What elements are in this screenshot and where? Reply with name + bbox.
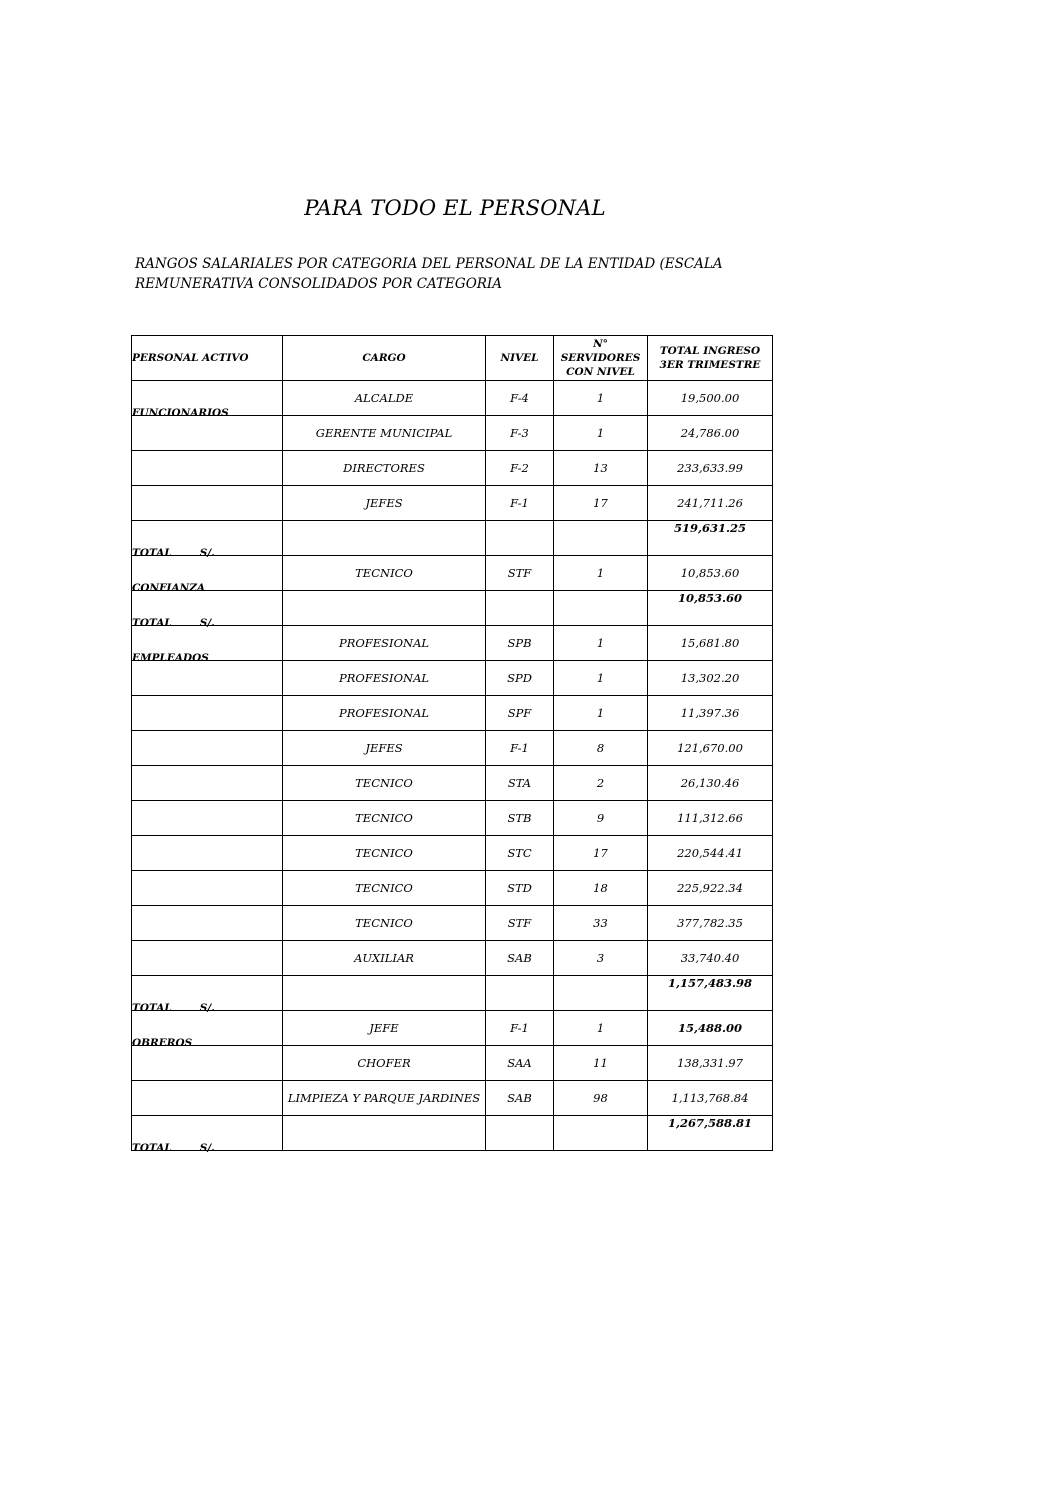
empty-cell <box>132 696 283 731</box>
empty-cell <box>132 731 283 766</box>
cargo-cell: JEFES <box>283 731 486 766</box>
total-row <box>132 976 773 1011</box>
servidores-cell: 18 <box>554 871 648 906</box>
header-servidores-line-3: CON NIVEL <box>566 366 635 378</box>
category-label: EMPLEADOS <box>132 652 209 664</box>
group-total-value: 1,267,588.81 <box>648 1116 773 1151</box>
empty-cell <box>283 1116 486 1151</box>
table-row <box>132 801 773 836</box>
table-row <box>132 731 773 766</box>
nivel-cell: STC <box>486 836 554 871</box>
currency-label: S/. <box>199 617 215 629</box>
table-row <box>132 416 773 451</box>
servidores-cell: 1 <box>554 381 648 416</box>
header-cargo: CARGO <box>283 336 486 381</box>
currency-label: S/. <box>199 1142 215 1154</box>
category-cell <box>132 626 283 664</box>
empty-cell <box>132 661 283 696</box>
empty-cell <box>132 801 283 836</box>
servidores-cell: 1 <box>554 626 648 661</box>
empty-cell <box>554 591 648 626</box>
cargo-cell: TECNICO <box>283 906 486 941</box>
group-total-value: 1,157,483.98 <box>648 976 773 1011</box>
empty-cell <box>132 871 283 906</box>
table-header-row <box>132 336 773 381</box>
servidores-cell: 13 <box>554 451 648 486</box>
servidores-cell: 1 <box>554 696 648 731</box>
cargo-cell: LIMPIEZA Y PARQUE JARDINES <box>283 1081 486 1116</box>
category-label: FUNCIONARIOS <box>132 407 229 419</box>
empty-cell <box>132 486 283 521</box>
currency-label: S/. <box>199 1002 215 1014</box>
total-ingreso-cell: 10,853.60 <box>648 556 773 591</box>
empty-cell <box>554 1116 648 1151</box>
table-body <box>132 381 773 1154</box>
total-ingreso-cell: 24,786.00 <box>648 416 773 451</box>
table-row <box>132 1011 773 1046</box>
nivel-cell: STB <box>486 801 554 836</box>
salary-ranges-table <box>131 335 773 1154</box>
cargo-cell: DIRECTORES <box>283 451 486 486</box>
total-label: TOTAL <box>132 1142 172 1154</box>
nivel-cell: STD <box>486 871 554 906</box>
empty-cell <box>486 1116 554 1151</box>
cargo-cell: TECNICO <box>283 801 486 836</box>
subtitle-line-1: RANGOS SALARIALES POR CATEGORIA DEL PERSONAL DE LA ENTIDAD (ESCALA <box>135 256 723 272</box>
total-ingreso-cell: 111,312.66 <box>648 801 773 836</box>
empty-cell <box>132 1081 283 1116</box>
nivel-cell: F-1 <box>486 731 554 766</box>
nivel-cell: SAB <box>486 941 554 976</box>
cargo-cell: PROFESIONAL <box>283 626 486 661</box>
nivel-cell: SAB <box>486 1081 554 1116</box>
empty-cell <box>283 976 486 1011</box>
category-cell <box>132 1011 283 1049</box>
nivel-cell: STA <box>486 766 554 801</box>
document-subtitle <box>135 254 755 294</box>
currency-label: S/. <box>199 547 215 559</box>
table-row <box>132 1081 773 1116</box>
header-total-line-2: 3ER TRIMESTRE <box>659 359 761 371</box>
cargo-cell: GERENTE MUNICIPAL <box>283 416 486 451</box>
total-label-cell <box>132 591 283 629</box>
nivel-cell: F-1 <box>486 1011 554 1046</box>
empty-cell <box>132 451 283 486</box>
nivel-cell: STF <box>486 556 554 591</box>
header-total-line-1: TOTAL INGRESO <box>659 345 761 357</box>
total-row <box>132 521 773 556</box>
servidores-cell: 1 <box>554 556 648 591</box>
total-ingreso-cell: 233,633.99 <box>648 451 773 486</box>
nivel-cell: F-4 <box>486 381 554 416</box>
table-row <box>132 486 773 521</box>
servidores-cell: 33 <box>554 906 648 941</box>
nivel-cell: SPD <box>486 661 554 696</box>
table-row <box>132 1046 773 1081</box>
empty-cell <box>486 976 554 1011</box>
total-row <box>132 591 773 626</box>
servidores-cell: 8 <box>554 731 648 766</box>
empty-cell <box>283 591 486 626</box>
group-total-value: 10,853.60 <box>648 591 773 626</box>
header-servidores <box>554 336 648 381</box>
total-label: TOTAL <box>132 547 172 559</box>
total-ingreso-cell: 33,740.40 <box>648 941 773 976</box>
empty-cell <box>486 591 554 626</box>
empty-cell <box>132 1046 283 1081</box>
header-servidores-line-2: SERVIDORES <box>560 352 641 364</box>
header-servidores-line-1: N° <box>593 338 608 350</box>
total-ingreso-cell: 241,711.26 <box>648 486 773 521</box>
total-row <box>132 1116 773 1151</box>
cargo-cell: TECNICO <box>283 836 486 871</box>
servidores-cell: 9 <box>554 801 648 836</box>
total-ingreso-cell: 19,500.00 <box>648 381 773 416</box>
page-title: PARA TODO EL PERSONAL <box>304 196 606 220</box>
total-ingreso-cell: 220,544.41 <box>648 836 773 871</box>
header-nivel: NIVEL <box>486 336 554 381</box>
total-label: TOTAL <box>132 617 172 629</box>
group-total-value: 519,631.25 <box>648 521 773 556</box>
empty-cell <box>132 416 283 451</box>
cargo-cell: PROFESIONAL <box>283 696 486 731</box>
empty-cell <box>554 976 648 1011</box>
total-ingreso-cell: 377,782.35 <box>648 906 773 941</box>
servidores-cell: 3 <box>554 941 648 976</box>
cargo-cell: ALCALDE <box>283 381 486 416</box>
nivel-cell: F-3 <box>486 416 554 451</box>
table-row <box>132 696 773 731</box>
total-ingreso-cell: 121,670.00 <box>648 731 773 766</box>
table-row <box>132 836 773 871</box>
cargo-cell: CHOFER <box>283 1046 486 1081</box>
empty-cell <box>554 521 648 556</box>
total-ingreso-cell: 138,331.97 <box>648 1046 773 1081</box>
category-label: OBREROS <box>132 1037 193 1049</box>
servidores-cell: 98 <box>554 1081 648 1116</box>
servidores-cell: 2 <box>554 766 648 801</box>
table-row <box>132 906 773 941</box>
servidores-cell: 1 <box>554 416 648 451</box>
total-ingreso-cell: 26,130.46 <box>648 766 773 801</box>
table-row <box>132 661 773 696</box>
servidores-cell: 17 <box>554 836 648 871</box>
cargo-cell: JEFES <box>283 486 486 521</box>
table-row <box>132 556 773 591</box>
table-row <box>132 941 773 976</box>
nivel-cell: F-2 <box>486 451 554 486</box>
empty-cell <box>132 941 283 976</box>
total-ingreso-cell: 11,397.36 <box>648 696 773 731</box>
table-row <box>132 626 773 661</box>
nivel-cell: STF <box>486 906 554 941</box>
total-label-wrap <box>132 1142 215 1154</box>
nivel-cell: SPF <box>486 696 554 731</box>
cargo-cell: JEFE <box>283 1011 486 1046</box>
cargo-cell: TECNICO <box>283 556 486 591</box>
subtitle-line-2: REMUNERATIVA CONSOLIDADOS POR CATEGORIA <box>135 276 503 292</box>
total-ingreso-cell: 15,681.80 <box>648 626 773 661</box>
cargo-cell: TECNICO <box>283 871 486 906</box>
header-personal-activo: PERSONAL ACTIVO <box>132 336 283 381</box>
total-ingreso-cell: 15,488.00 <box>648 1011 773 1046</box>
total-label: TOTAL <box>132 1002 172 1014</box>
total-ingreso-cell: 13,302.20 <box>648 661 773 696</box>
servidores-cell: 1 <box>554 1011 648 1046</box>
table-row <box>132 766 773 801</box>
nivel-cell: SPB <box>486 626 554 661</box>
servidores-cell: 17 <box>554 486 648 521</box>
empty-cell <box>132 766 283 801</box>
total-label-cell <box>132 1116 283 1154</box>
total-label-cell <box>132 976 283 1014</box>
cargo-cell: PROFESIONAL <box>283 661 486 696</box>
cargo-cell: AUXILIAR <box>283 941 486 976</box>
cargo-cell: TECNICO <box>283 766 486 801</box>
category-cell <box>132 381 283 419</box>
category-cell <box>132 556 283 594</box>
category-label: CONFIANZA <box>132 582 206 594</box>
nivel-cell: SAA <box>486 1046 554 1081</box>
empty-cell <box>486 521 554 556</box>
total-label-cell <box>132 521 283 559</box>
empty-cell <box>283 521 486 556</box>
table-row <box>132 381 773 416</box>
table-row <box>132 451 773 486</box>
total-ingreso-cell: 225,922.34 <box>648 871 773 906</box>
total-ingreso-cell: 1,113,768.84 <box>648 1081 773 1116</box>
empty-cell <box>132 906 283 941</box>
nivel-cell: F-1 <box>486 486 554 521</box>
table-row <box>132 871 773 906</box>
servidores-cell: 1 <box>554 661 648 696</box>
empty-cell <box>132 836 283 871</box>
header-total-ingreso <box>648 336 773 381</box>
servidores-cell: 11 <box>554 1046 648 1081</box>
